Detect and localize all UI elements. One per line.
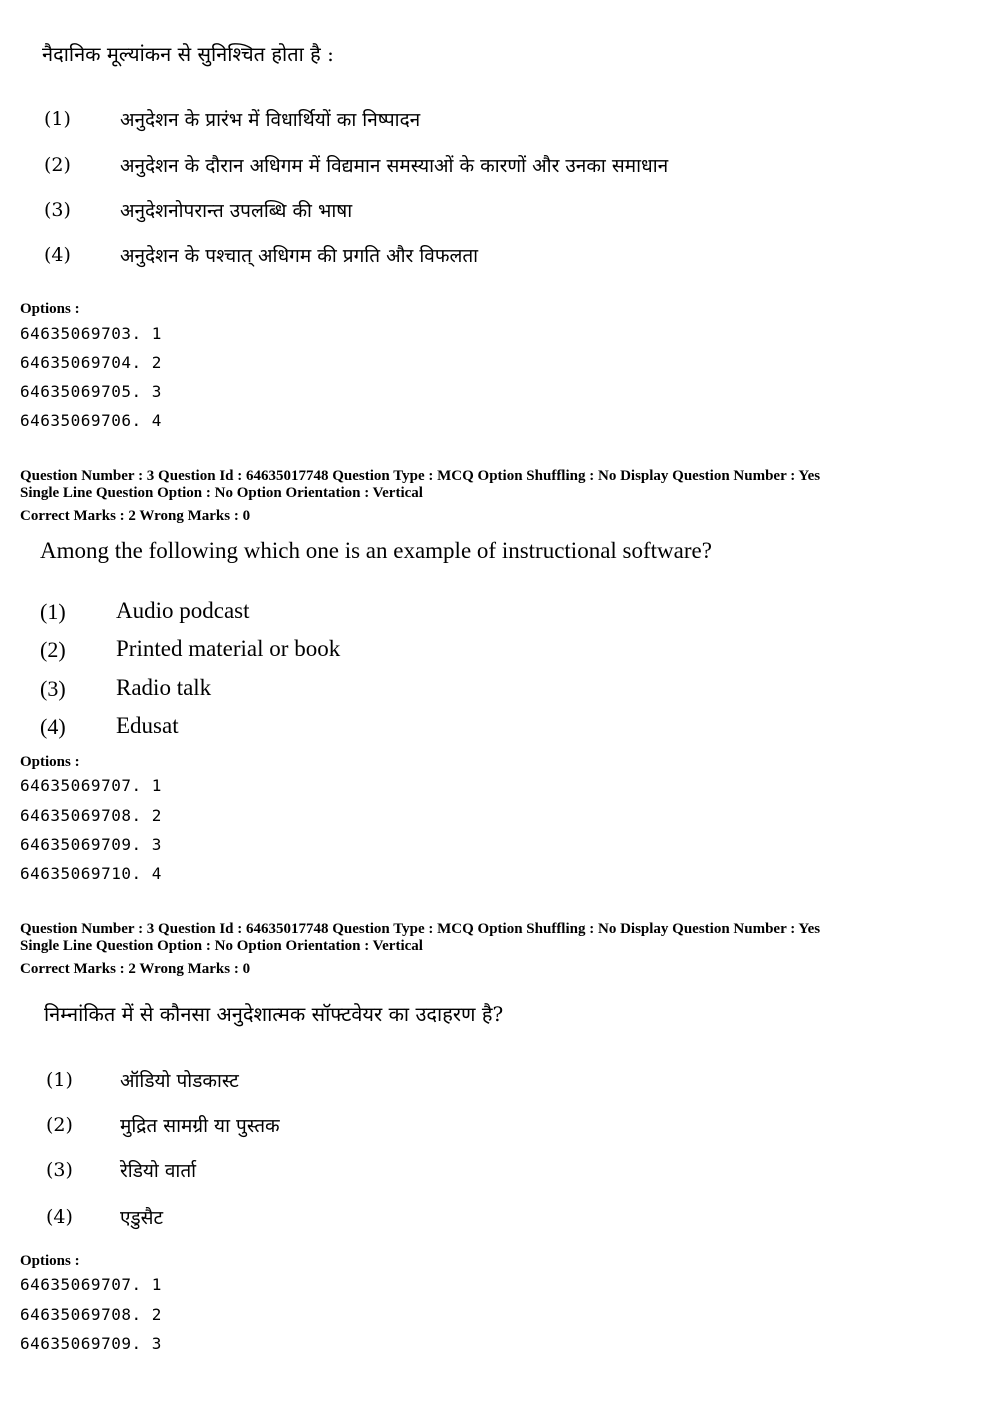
choice-number: (4) [40, 714, 66, 739]
choice-text: Printed material or book [116, 636, 341, 661]
choice-number: (1) [46, 1069, 73, 1091]
option-id: 64635069705. 3 [20, 382, 162, 401]
question-meta-line: Single Line Question Option : No Option Orientation : Vertical [20, 938, 423, 954]
choice-text: Radio talk [116, 675, 212, 700]
question-text: निम्नांकित में से कौनसा अनुदेशात्मक सॉफ्टवेयर का उदाहरण है? [44, 1002, 504, 1026]
marks-line: Correct Marks : 2 Wrong Marks : 0 [20, 961, 251, 977]
choice-text: अनुदेशनोपरान्त उपलब्धि की भाषा [120, 200, 353, 222]
question-meta-line: Single Line Question Option : No Option Orientation : Vertical [20, 485, 423, 501]
choice-number: (3) [46, 1159, 73, 1181]
choice-number: (2) [46, 1114, 73, 1136]
choice-number: (1) [44, 108, 71, 130]
choice-number: (3) [40, 676, 66, 701]
option-id: 64635069708. 2 [20, 1305, 162, 1324]
choice-number: (2) [40, 637, 66, 662]
question-text: नैदानिक मूल्यांकन से सुनिश्चित होता है : [42, 42, 334, 66]
choice-text: अनुदेशन के प्रारंभ में विधार्थियों का निष्पादन [120, 109, 421, 131]
choice-text: ऑडियो पोडकास्ट [120, 1070, 239, 1092]
marks-line: Correct Marks : 2 Wrong Marks : 0 [20, 508, 251, 524]
choice-number: (4) [46, 1206, 73, 1228]
option-id: 64635069707. 1 [20, 776, 162, 795]
option-id: 64635069703. 1 [20, 324, 162, 343]
choice-text: Audio podcast [116, 598, 250, 623]
option-id: 64635069709. 3 [20, 835, 162, 854]
choice-number: (4) [44, 244, 71, 266]
choice-text: मुद्रित सामग्री या पुस्तक [120, 1115, 280, 1137]
choice-text: अनुदेशन के दौरान अधिगम में विद्यमान समस्याओं के कारणों और उनका समाधान [120, 155, 669, 177]
question-meta-line: Question Number : 3 Question Id : 64635017748 Question Type : MCQ Option Shuffling : No Display Question Number : Yes [20, 921, 821, 937]
option-id: 64635069710. 4 [20, 864, 162, 883]
choice-number: (3) [44, 199, 71, 221]
choice-text: Edusat [116, 713, 179, 738]
options-heading: Options : [20, 301, 80, 317]
choice-number: (2) [44, 154, 71, 176]
option-id: 64635069709. 3 [20, 1334, 162, 1353]
option-id: 64635069707. 1 [20, 1275, 162, 1294]
choice-text: रेडियो वार्ता [120, 1160, 197, 1182]
question-meta-line: Question Number : 3 Question Id : 64635017748 Question Type : MCQ Option Shuffling : No Display Question Number : Yes [20, 468, 821, 484]
choice-text: एडुसैट [120, 1207, 164, 1229]
options-heading: Options : [20, 1253, 80, 1269]
question-text: Among the following which one is an example of instructional software? [40, 538, 712, 563]
option-id: 64635069708. 2 [20, 806, 162, 825]
option-id: 64635069704. 2 [20, 353, 162, 372]
choice-number: (1) [40, 599, 66, 624]
options-heading: Options : [20, 754, 80, 770]
choice-text: अनुदेशन के पश्चात् अधिगम की प्रगति और विफलता [120, 245, 479, 267]
option-id: 64635069706. 4 [20, 411, 162, 430]
